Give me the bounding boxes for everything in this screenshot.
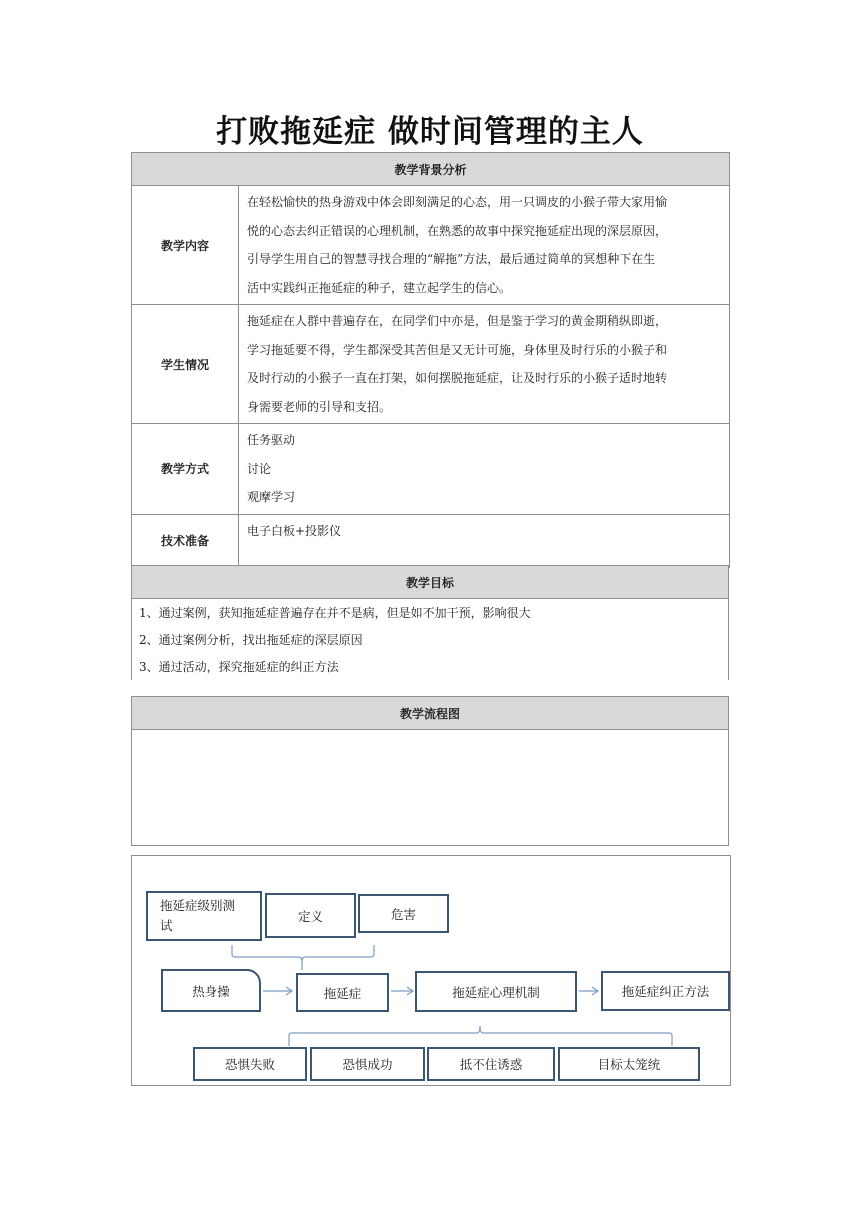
flow-box-warmup: 热身操 <box>161 969 261 1012</box>
row-text-method <box>239 424 730 515</box>
text-line: 讨论 <box>247 461 272 476</box>
row-text-students <box>239 305 730 424</box>
flow-box-level-test: 拖延症级别测试 <box>146 891 262 941</box>
goal-item: 2、通过案例分析，找出拖延症的深层原因 <box>132 626 729 653</box>
row-text-tech <box>239 514 730 567</box>
arrow-1 <box>263 987 292 995</box>
row-label-method: 教学方式 <box>132 424 239 515</box>
text-line: 任务驱动 <box>247 433 296 447</box>
text-line: 电子白板+投影仪 <box>247 523 342 538</box>
text-line: 在轻松愉快的热身游戏中体会即刻满足的心态，用一只调皮的小猴子带大家用愉 <box>247 195 668 209</box>
top-brace <box>232 945 374 962</box>
goal-item: 1、通过案例，获知拖延症普遍存在并不是病，但是如不加干预，影响很大 <box>132 599 729 627</box>
text-line: 及时行动的小猴子一直在打架，如何摆脱拖延症，让及时行乐的小猴子适时地转 <box>247 371 668 385</box>
flow-box-definition: 定义 <box>265 893 356 938</box>
arrow-3 <box>579 987 598 995</box>
goal-item: 3、通过活动，探究拖延症的纠正方法 <box>132 653 729 680</box>
goals-table <box>131 565 729 680</box>
flowchart-diagram <box>131 855 731 1086</box>
row-label-students: 学生情况 <box>132 305 239 424</box>
flow-box-procrastination: 拖延症 <box>296 973 389 1012</box>
flow-box-mechanism: 拖延症心理机制 <box>415 971 577 1012</box>
arrow-2 <box>391 987 413 995</box>
flow-box-fear-success: 恐惧成功 <box>310 1047 425 1081</box>
row-label-content: 教学内容 <box>132 186 239 305</box>
flow-box-fear-failure: 恐惧失败 <box>193 1047 307 1081</box>
text-line: 引导学生用自己的智慧寻找合理的“解拖”方法，最后通过简单的冥想种下在生 <box>247 252 656 266</box>
flow-box-correction: 拖延症纠正方法 <box>601 971 730 1011</box>
row-text-content <box>239 186 730 305</box>
flow-box-vague-goal: 目标太笼统 <box>558 1047 700 1081</box>
text-line: 身需要老师的引导和支招。 <box>247 399 392 414</box>
goals-header: 教学目标 <box>132 566 729 599</box>
flow-box-temptation: 抵不住诱惑 <box>427 1047 555 1081</box>
text-line: 学习拖延要不得，学生都深受其苦但是又无计可施，身体里及时行乐的小猴子和 <box>247 342 668 357</box>
text-line: 拖延症在人群中普遍存在，在同学们中亦是，但是鉴于学习的黄金期稍纵即逝， <box>247 314 668 328</box>
flowchart-empty-area <box>132 730 729 846</box>
document-title: 打败拖延症 做时间管理的主人 <box>216 114 644 150</box>
row-label-tech: 技术准备 <box>132 514 239 567</box>
flowchart-table <box>131 696 729 846</box>
flow-box-harm: 危害 <box>358 894 449 933</box>
bottom-brace <box>289 1026 672 1046</box>
background-header: 教学背景分析 <box>132 153 730 186</box>
text-line: 活中实践纠正拖延症的种子，建立起学生的信心。 <box>247 280 512 295</box>
text-line: 悦的心态去纠正错误的心理机制，在熟悉的故事中探究拖延症出现的深层原因， <box>247 223 668 238</box>
flowchart-header: 教学流程图 <box>132 697 729 730</box>
background-analysis-table <box>131 152 730 568</box>
text-line: 观摩学习 <box>247 490 296 504</box>
